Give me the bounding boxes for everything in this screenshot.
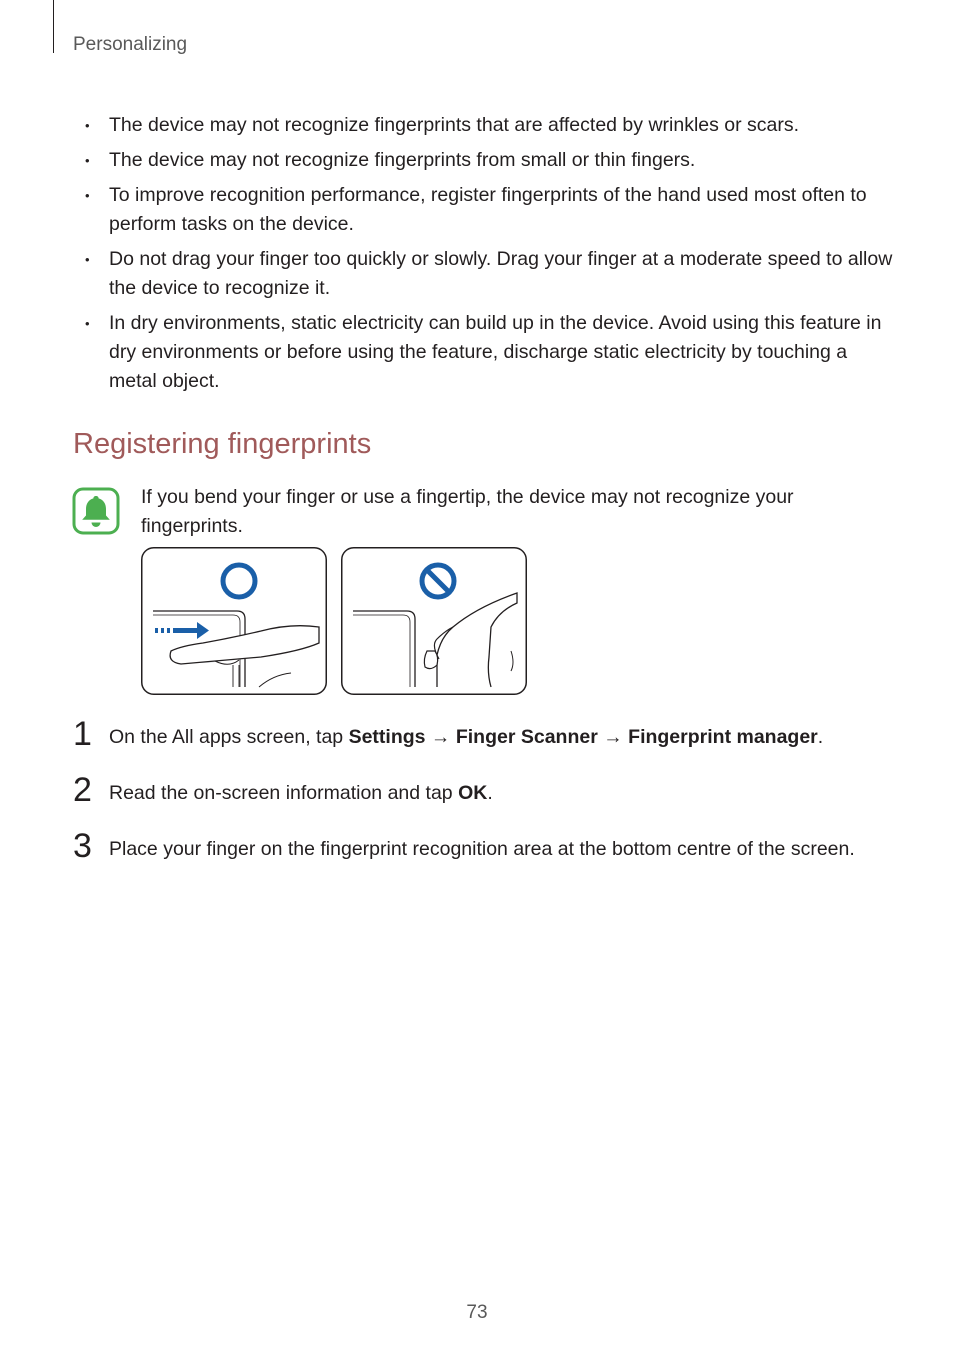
section-heading: Registering fingerprints (73, 428, 372, 460)
notification-bell-icon (72, 487, 120, 535)
fingerprint-manager-label: Fingerprint manager (628, 726, 818, 748)
step-text: Read the on-screen information and tap OK. (109, 782, 493, 804)
bullet-item: • In dry environments, static electricity can build up in the device. Avoid using this feature in dry environments or before using the feature, discharge static electricity by touching a metal object. (85, 309, 895, 396)
step-number: 1 (73, 715, 92, 753)
page-edge-rule (53, 0, 54, 53)
finger-scanner-label: Finger Scanner (455, 726, 598, 748)
correct-swipe-illustration (141, 547, 327, 695)
step-number: 3 (73, 827, 92, 865)
note-text: If you bend your finger or use a fingertip, the device may not recognize your fingerprints. (141, 486, 794, 537)
bullet-list (85, 111, 895, 402)
bullet-item: • The device may not recognize fingerprints from small or thin fingers. (85, 146, 895, 175)
incorrect-bent-finger-illustration (341, 547, 527, 695)
running-header: Personalizing (73, 34, 188, 55)
ok-label: OK (458, 782, 488, 804)
settings-label: Settings (348, 726, 426, 748)
bullet-item: • The device may not recognize fingerprints that are affected by wrinkles or scars. (85, 111, 895, 140)
page-number: 73 (466, 1302, 488, 1323)
step-number: 2 (73, 771, 92, 809)
step-text: On the All apps screen, tap Settings → Finger Scanner → Fingerprint manager. (109, 726, 824, 748)
step-text: Place your finger on the fingerprint recognition area at the bottom centre of the screen. (109, 838, 855, 860)
bullet-item: • Do not drag your finger too quickly or slowly. Drag your finger at a moderate speed to allow the device to recognize it. (85, 245, 895, 303)
bullet-item: • To improve recognition performance, register fingerprints of the hand used most often to perform tasks on the device. (85, 181, 895, 239)
